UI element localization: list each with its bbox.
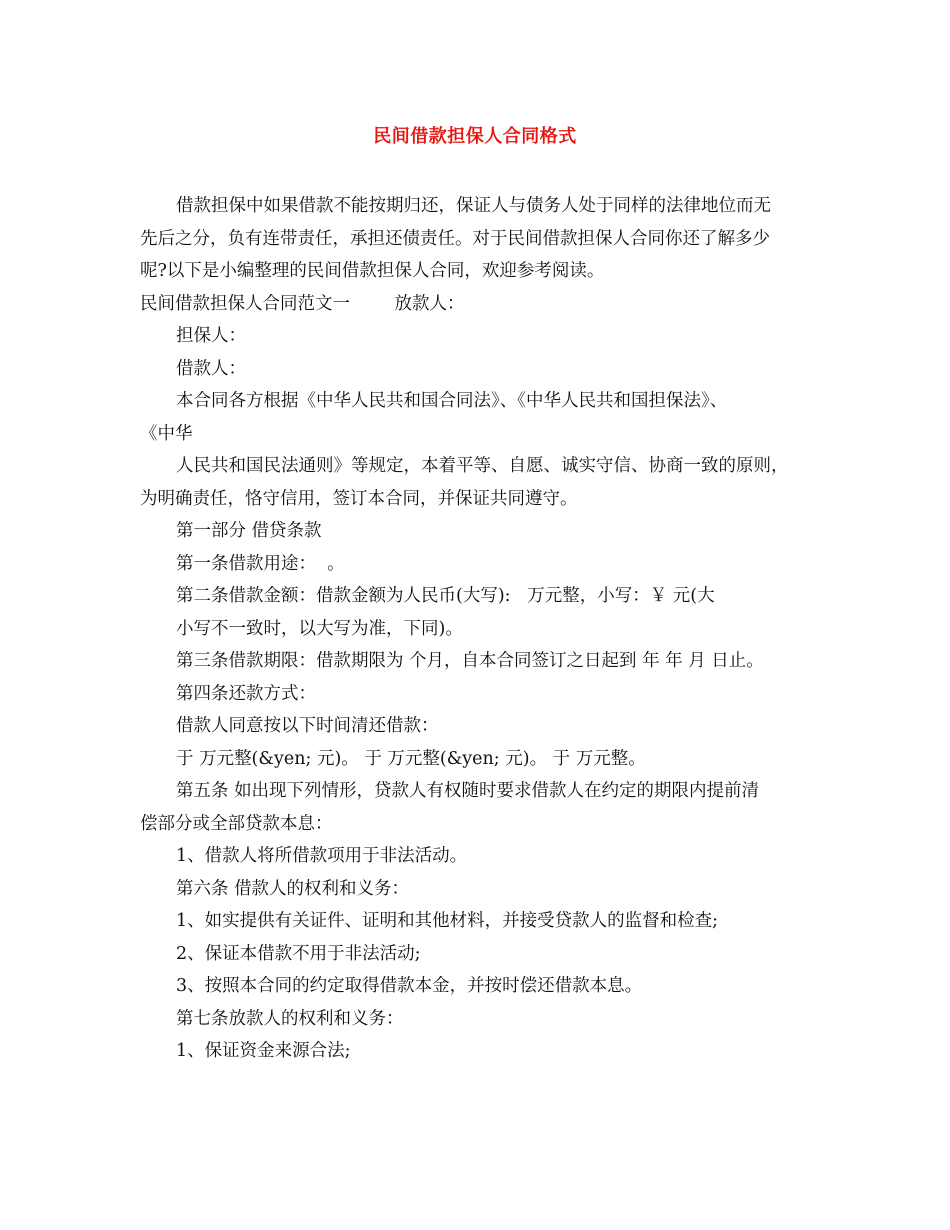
body-line: 借款人同意按以下时间清还借款： [176,716,439,736]
body-line: 第一条借款用途： 。 [176,553,345,574]
body-line: 第五条 如出现下列情形，贷款人有权随时要求借款人在约定的期限内提前清 [176,781,760,801]
body-line: 1、如实提供有关证件、证明和其他材料，并接受贷款人的监督和检查; [176,911,719,931]
body-line: 先后之分，负有连带责任，承担还债责任。对于民间借款担保人合同你还了解多少 [140,228,770,249]
body-line: 担保人： [176,326,246,346]
body-line: 为明确责任，恪守信用，签订本合同，并保证共同遵守。 [140,488,578,509]
body-line: 偿部分或全部贷款本息： [140,813,333,834]
body-line: 第二条借款金额：借款金额为人民币(大写): 万元整，小写：￥ 元(大 [176,586,715,606]
body-line: 呢?以下是小编整理的民间借款担保人合同，欢迎参考阅读。 [140,261,605,281]
body-line: 借款担保中如果借款不能按期归还，保证人与债务人处于同样的法律地位而无 [176,196,771,216]
body-line: 3、按照本合同的约定取得借款本金，并按时偿还借款本息。 [176,976,643,996]
document-body [140,190,820,1068]
body-line: 人民共和国民法通则》等规定，本着平等、自愿、诚实守信、协商一致的原则， [176,456,789,476]
body-line: 第一部分 借贷条款 [176,521,322,541]
body-line: 小写不一致时，以大写为准，下同)。 [176,618,463,639]
document-title: 民间借款担保人合同格式 [373,126,577,147]
body-line: 借款人： [176,358,246,379]
body-line: 第三条借款期限：借款期限为 个月，自本合同签订之日起到 年 年 月 日止。 [176,651,764,671]
body-line: 2、保证本借款不用于非法活动; [176,943,421,964]
body-line: 第六条 借款人的权利和义务： [176,878,410,899]
body-line: 本合同各方根据《中华人民共和国合同法》、《中华人民共和国担保法》、 [176,391,728,411]
body-line: 第七条放款人的权利和义务： [176,1008,404,1029]
body-line: 于 万元整(&yen; 元)。 于 万元整(&yen; 元)。 于 万元整。 [176,748,646,769]
body-line: 第四条还款方式： [176,683,316,704]
body-line: 民间借款担保人合同范文一 放款人： [140,293,465,314]
body-line: 《中华 [140,423,193,444]
body-line: 1、借款人将所借款项用于非法活动。 [176,846,468,866]
body-line: 1、保证资金来源合法; [176,1041,351,1061]
